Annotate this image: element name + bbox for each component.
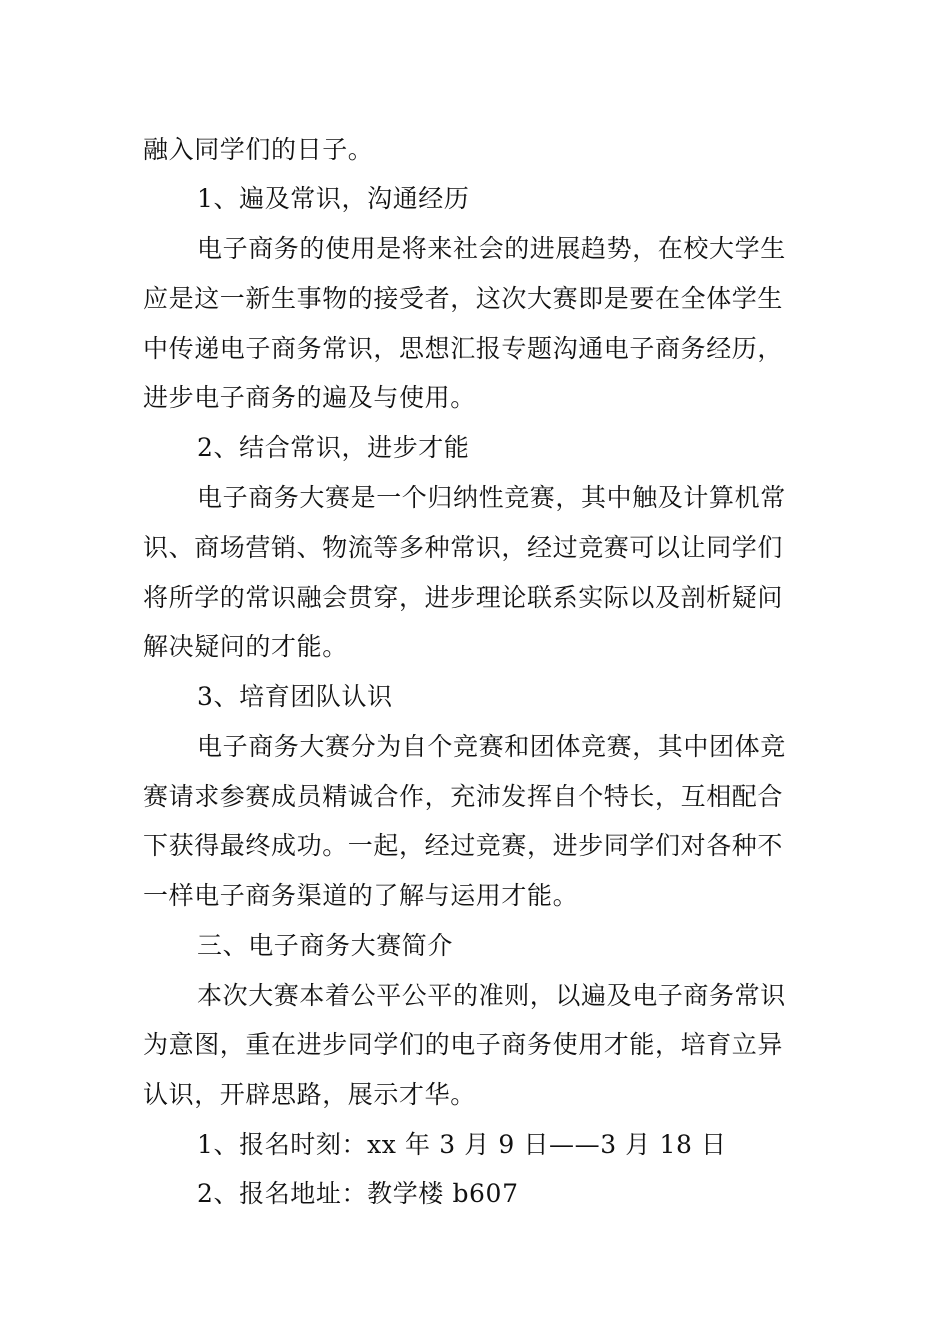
- section-heading-main: 三、电子商务大赛简介: [197, 931, 454, 960]
- paragraph-line: 下获得最终成功。一起，经过竞赛，进步同学们对各种不: [143, 831, 784, 860]
- paragraph-continuation: 融入同学们的日子。: [143, 135, 374, 164]
- section-heading-1: 1、遍及常识，沟通经历: [197, 184, 470, 213]
- paragraph-line: 识、商场营销、物流等多种常识，经过竞赛可以让同学们: [143, 533, 784, 562]
- paragraph-line: 进步电子商务的遍及与使用。: [143, 383, 476, 412]
- paragraph-line: 应是这一新生事物的接受者，这次大赛即是要在全体学生: [143, 284, 784, 313]
- paragraph-line: 为意图，重在进步同学们的电子商务使用才能，培育立异: [143, 1030, 784, 1059]
- paragraph-line: 本次大赛本着公平公平的准则，以遍及电子商务常识: [197, 981, 786, 1010]
- registration-time: 1、报名时刻：xx 年 3 月 9 日——3 月 18 日: [197, 1130, 727, 1159]
- paragraph-line: 认识，开辟思路，展示才华。: [143, 1080, 476, 1109]
- paragraph-line: 一样电子商务渠道的了解与运用才能。: [143, 881, 579, 910]
- section-heading-3: 3、培育团队认识: [197, 682, 393, 711]
- paragraph-line: 将所学的常识融会贯穿，进步理论联系实际以及剖析疑问: [143, 583, 784, 612]
- paragraph-line: 解决疑问的才能。: [143, 632, 348, 661]
- paragraph-line: 电子商务的使用是将来社会的进展趋势，在校大学生: [197, 234, 786, 263]
- paragraph-line: 中传递电子商务常识，思想汇报专题沟通电子商务经历，: [143, 334, 784, 363]
- section-heading-2: 2、结合常识，进步才能: [197, 433, 470, 462]
- paragraph-line: 电子商务大赛是一个归纳性竞赛，其中触及计算机常: [197, 483, 786, 512]
- paragraph-line: 赛请求参赛成员精诚合作，充沛发挥自个特长，互相配合: [143, 782, 784, 811]
- registration-location: 2、报名地址：教学楼 b607: [197, 1179, 519, 1208]
- paragraph-line: 电子商务大赛分为自个竞赛和团体竞赛，其中团体竞: [197, 732, 786, 761]
